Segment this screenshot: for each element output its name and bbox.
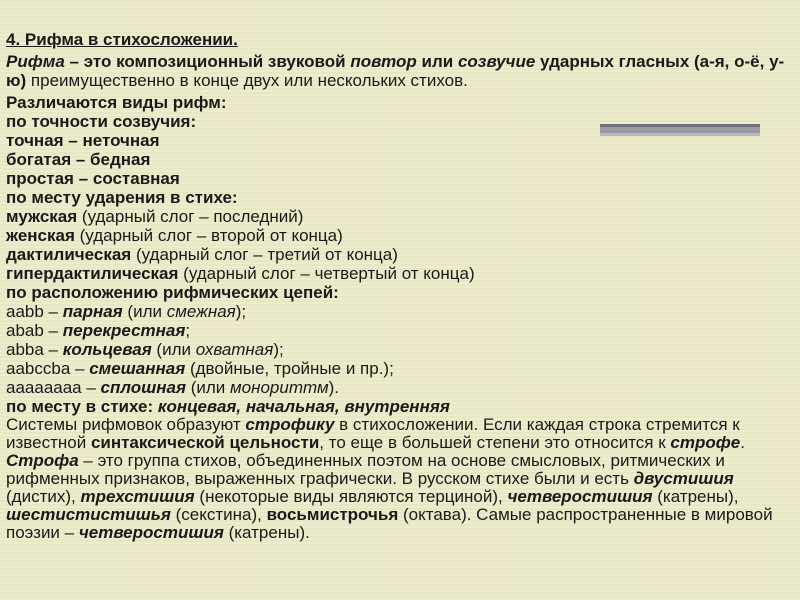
chain-pre: (или bbox=[122, 302, 167, 321]
strophe-text: Системы рифмовок образуют bbox=[6, 415, 246, 434]
chain-pre: (или bbox=[185, 378, 231, 397]
chain-pre: (или bbox=[151, 340, 196, 359]
term-strophika: строфику bbox=[245, 415, 335, 434]
chain-name: смешанная bbox=[89, 359, 186, 378]
chain-alt: смежная bbox=[166, 302, 236, 321]
stress-term: женская bbox=[6, 226, 75, 245]
slide-content bbox=[6, 30, 794, 542]
term-distich: двустишия bbox=[633, 469, 734, 488]
stress-term: мужская bbox=[6, 207, 78, 226]
stress-item bbox=[6, 245, 794, 264]
stress-note: (ударный слог – последний) bbox=[77, 207, 304, 226]
stress-term: гипердактилическая bbox=[6, 264, 179, 283]
chain-alt: охватная bbox=[195, 340, 274, 359]
kinds-heading: Различаются виды рифм: bbox=[6, 93, 227, 112]
position-values: концевая, начальная, внутренняя bbox=[157, 397, 450, 416]
stress-term: дактилическая bbox=[6, 245, 132, 264]
term-tercet: трехстишия bbox=[80, 487, 195, 506]
chain-scheme: abba bbox=[6, 340, 44, 359]
chain-dash: – bbox=[70, 359, 90, 378]
strophe-paragraph bbox=[6, 416, 794, 542]
stress-note: (ударный слог – третий от конца) bbox=[131, 245, 398, 264]
term-sextet: шестистистишья bbox=[6, 505, 171, 524]
chain-scheme: abab bbox=[6, 321, 44, 340]
stress-note: (ударный слог – четвертый от конца) bbox=[178, 264, 475, 283]
strophe-text: (дистих), bbox=[6, 487, 81, 506]
chain-dash: – bbox=[43, 321, 63, 340]
chain-scheme: aaaaaaaa bbox=[6, 378, 82, 397]
strophe-text: (катрены). bbox=[223, 523, 310, 542]
position-line bbox=[6, 397, 794, 416]
slide-title: 4. Рифма в стихосложении. bbox=[6, 30, 238, 49]
strophe-text: – это группа стихов, объединенных поэтом на основе смысловых, ритмических и рифменных признаков, выраженных графически. В русском стихе были и есть bbox=[6, 451, 725, 488]
chain-item bbox=[6, 340, 794, 359]
chain-dash: – bbox=[43, 340, 63, 359]
chain-name: перекрестная bbox=[62, 321, 186, 340]
strophe-text: (октава). Самые распространенные в мировой поэзии – bbox=[6, 505, 773, 542]
chain-item bbox=[6, 378, 794, 397]
strophe-text: . bbox=[740, 433, 745, 452]
term-consonance: созвучие bbox=[457, 52, 536, 71]
chain-post: ). bbox=[328, 378, 340, 397]
chain-item bbox=[6, 302, 794, 321]
chain-post: ); bbox=[273, 340, 284, 359]
chain-name: кольцевая bbox=[62, 340, 152, 359]
chain-post: ); bbox=[235, 302, 247, 321]
rhyme-definition bbox=[6, 52, 794, 90]
strophe-text: (катрены), bbox=[652, 487, 739, 506]
strophe-text: в стихосложении. Если каждая строка стремится к известной bbox=[6, 415, 740, 452]
stress-item bbox=[6, 264, 794, 283]
term-repeat: повтор bbox=[350, 52, 417, 71]
consonance-item: точная – неточная bbox=[6, 131, 160, 150]
term-quatrain: четверостишия bbox=[507, 487, 653, 506]
stress-item bbox=[6, 207, 794, 226]
term-octave: восьмистрочья bbox=[266, 505, 399, 524]
stress-note: (ударный слог – второй от конца) bbox=[74, 226, 343, 245]
strophe-text: , то еще в большей степени это относится к bbox=[319, 433, 671, 452]
chain-post: ; bbox=[185, 321, 191, 340]
chain-name: сплошная bbox=[100, 378, 186, 397]
strophe-text: (секстина), bbox=[170, 505, 267, 524]
chain-dash: – bbox=[43, 302, 63, 321]
chain-item bbox=[6, 359, 794, 378]
chain-heading: по расположению рифмических цепей: bbox=[6, 283, 339, 302]
strophe-text: (некоторые виды являются терциной), bbox=[194, 487, 508, 506]
term-syntactic: синтаксической цельности bbox=[90, 433, 320, 452]
chain-alt: монориттм bbox=[230, 378, 329, 397]
consonance-item: богатая – бедная bbox=[6, 150, 151, 169]
chain-name: парная bbox=[62, 302, 123, 321]
consonance-heading: по точности созвучия: bbox=[6, 112, 197, 131]
definition-text-2: или bbox=[416, 52, 458, 71]
definition-text-4: преимущественно в конце двух или нескольких стихов. bbox=[30, 71, 468, 90]
position-heading: по месту в стихе: bbox=[6, 397, 158, 416]
consonance-item: простая – составная bbox=[6, 169, 180, 188]
term-strofa: Строфа bbox=[6, 451, 79, 470]
term-strofe: строфе bbox=[670, 433, 741, 452]
chain-scheme: aabb bbox=[6, 302, 44, 321]
stress-item bbox=[6, 226, 794, 245]
chain-pre: (двойные, тройные и пр.); bbox=[185, 359, 394, 378]
term-rhyme: Рифма bbox=[6, 52, 65, 71]
definition-text-1: – это композиционный звуковой bbox=[64, 52, 351, 71]
stress-heading: по месту ударения в стихе: bbox=[6, 188, 238, 207]
term-quatrain: четверостишия bbox=[78, 523, 224, 542]
definition-text-3: ударных гласных (а-я, о-ё, у-ю) bbox=[6, 52, 785, 90]
chain-scheme: aabccba bbox=[6, 359, 71, 378]
chain-item bbox=[6, 321, 794, 340]
chain-dash: – bbox=[81, 378, 101, 397]
